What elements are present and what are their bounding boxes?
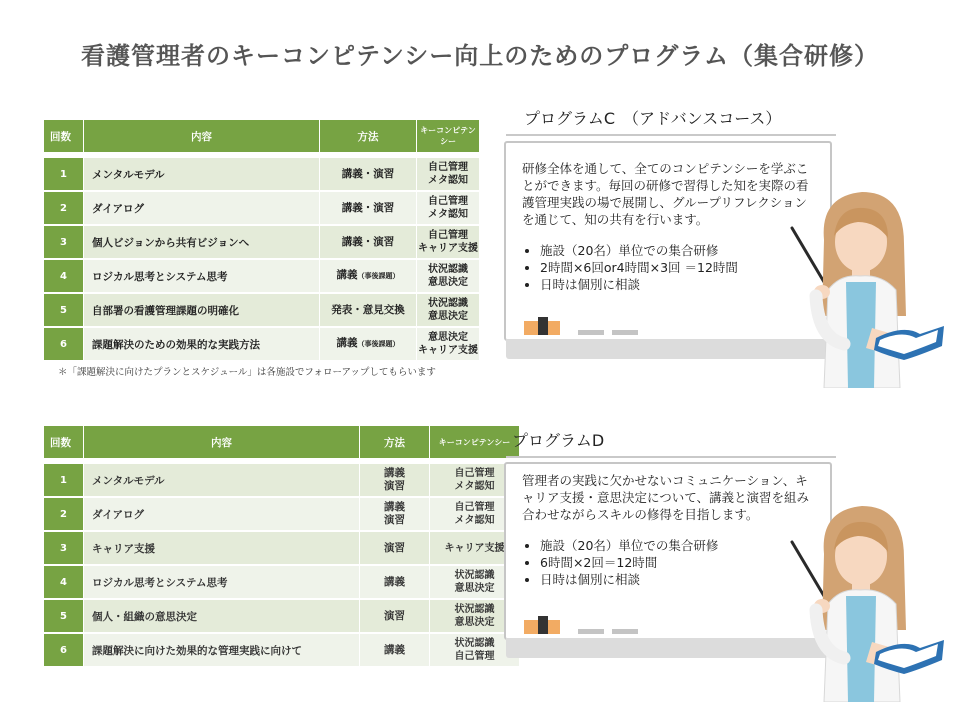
row-competency: 状況認識 自己管理 — [430, 634, 520, 668]
row-competency: 自己管理 キャリア支援 — [417, 226, 480, 260]
row-content: 個人・組織の意思決定 — [84, 600, 360, 634]
table-row — [44, 532, 520, 566]
row-content: 課題解決のための効果的な実践方法 — [84, 328, 320, 362]
row-method: 講義（事後課題） — [320, 328, 417, 362]
table-row — [44, 260, 480, 294]
bullet-item: • 施設（20名）単位での集合研修 — [540, 537, 816, 554]
table-row — [44, 498, 520, 532]
row-method: 講義（事後課題） — [320, 260, 417, 294]
program-c-heading: プログラムC （アドバンスコース） — [524, 109, 782, 128]
row-num: 1 — [44, 464, 84, 498]
row-num: 6 — [44, 328, 84, 362]
program-d-description: 管理者の実践に欠かせないコミュニケーション、キャリア支援・意思決定について、講義と演習を組み合わせながらスキルの修得を目指します。 — [522, 473, 810, 522]
row-competency: 状況認識 意思決定 — [430, 566, 520, 600]
row-competency: 自己管理 メタ認知 — [430, 498, 520, 532]
row-num: 3 — [44, 226, 84, 260]
table-row — [44, 566, 520, 600]
row-content: メンタルモデル — [84, 464, 360, 498]
eraser-band — [538, 317, 548, 335]
bullet-item: • 日時は個別に相談 — [540, 571, 816, 588]
row-method: 講義 演習 — [360, 498, 430, 532]
bullet-item: • 施設（20名）単位での集合研修 — [540, 242, 816, 259]
pointer-stick-icon — [792, 542, 824, 596]
program-d-text — [522, 472, 816, 588]
teacher-illustration — [780, 178, 950, 388]
row-num: 4 — [44, 566, 84, 600]
row-method: 発表・意見交換 — [320, 294, 417, 328]
table-row — [44, 226, 480, 260]
row-content: 自部署の看護管理課題の明確化 — [84, 294, 320, 328]
row-competency: 自己管理 メタ認知 — [430, 464, 520, 498]
row-num: 2 — [44, 192, 84, 226]
table-row — [44, 192, 480, 226]
row-content: ダイアログ — [84, 498, 360, 532]
teacher-illustration — [780, 492, 950, 702]
table-row — [44, 294, 480, 328]
header-num: 回数 — [44, 120, 84, 152]
row-competency: 自己管理 メタ認知 — [417, 158, 480, 192]
chalk-icon — [612, 629, 638, 634]
row-method: 講義 演習 — [360, 464, 430, 498]
row-competency: 状況認識 意思決定 — [430, 600, 520, 634]
row-num: 6 — [44, 634, 84, 668]
row-num: 4 — [44, 260, 84, 294]
chalk-icon — [612, 330, 638, 335]
table-row — [44, 158, 480, 192]
header-competency: キーコンピテンシー — [417, 120, 480, 152]
row-method: 講義・演習 — [320, 192, 417, 226]
eraser-band — [538, 616, 548, 634]
program-c-description: 研修全体を通して、全てのコンピテンシーを学ぶことができます。毎回の研修で習得した知を実際の看護管理実践の場で展開し、グループリフレクションを通じて、知の共有を行います。 — [522, 161, 809, 227]
bullet-item: • 6時間×2回＝12時間 — [540, 554, 816, 571]
row-method: 講義・演習 — [320, 226, 417, 260]
row-competency: キャリア支援 — [430, 532, 520, 566]
bullet-item: • 日時は個別に相談 — [540, 276, 816, 293]
row-content: ロジカル思考とシステム思考 — [84, 566, 360, 600]
row-content: 個人ビジョンから共有ビジョンへ — [84, 226, 320, 260]
row-competency: 自己管理 メタ認知 — [417, 192, 480, 226]
chalk-icon — [578, 629, 604, 634]
table-header — [44, 426, 520, 458]
header-content: 内容 — [84, 120, 320, 152]
header-method: 方法 — [360, 426, 430, 458]
row-num: 5 — [44, 294, 84, 328]
row-content: キャリア支援 — [84, 532, 360, 566]
page-title: 看護管理者のキーコンピテンシー向上のためのプログラム（集合研修） — [81, 42, 879, 70]
table-row — [44, 464, 520, 498]
row-content: ダイアログ — [84, 192, 320, 226]
program-c-bullets — [522, 242, 816, 293]
row-method: 講義 — [360, 634, 430, 668]
program-c-table — [44, 120, 480, 362]
table-row — [44, 600, 520, 634]
pointer-stick-icon — [792, 228, 824, 282]
row-competency: 状況認識 意思決定 — [417, 260, 480, 294]
row-content: 課題解決に向けた効果的な管理実践に向けて — [84, 634, 360, 668]
row-competency: 状況認識 意思決定 — [417, 294, 480, 328]
row-method: 演習 — [360, 532, 430, 566]
chalk-icon — [578, 330, 604, 335]
table-row — [44, 328, 480, 362]
program-c-text — [522, 160, 816, 293]
bullet-item: • 2時間×6回or4時間×3回 ＝12時間 — [540, 259, 816, 276]
row-content: メンタルモデル — [84, 158, 320, 192]
row-method: 演習 — [360, 600, 430, 634]
row-competency: 意思決定 キャリア支援 — [417, 328, 480, 362]
heading-underline — [506, 456, 836, 458]
row-method: 講義・演習 — [320, 158, 417, 192]
row-num: 2 — [44, 498, 84, 532]
header-method: 方法 — [320, 120, 417, 152]
program-d-bullets — [522, 537, 816, 588]
header-content: 内容 — [84, 426, 360, 458]
heading-underline — [506, 134, 836, 136]
row-content: ロジカル思考とシステム思考 — [84, 260, 320, 294]
table-row — [44, 634, 520, 668]
header-num: 回数 — [44, 426, 84, 458]
program-d-heading: プログラムD — [512, 431, 605, 450]
header-competency: キーコンピテンシー — [430, 426, 520, 458]
table-footnote: ＊「課題解決に向けたプランとスケジュール」は各施設でフォローアップしてもらいます — [58, 367, 436, 378]
table-header — [44, 120, 480, 152]
row-num: 3 — [44, 532, 84, 566]
row-method: 講義 — [360, 566, 430, 600]
program-d-table — [44, 426, 520, 668]
row-num: 5 — [44, 600, 84, 634]
row-num: 1 — [44, 158, 84, 192]
